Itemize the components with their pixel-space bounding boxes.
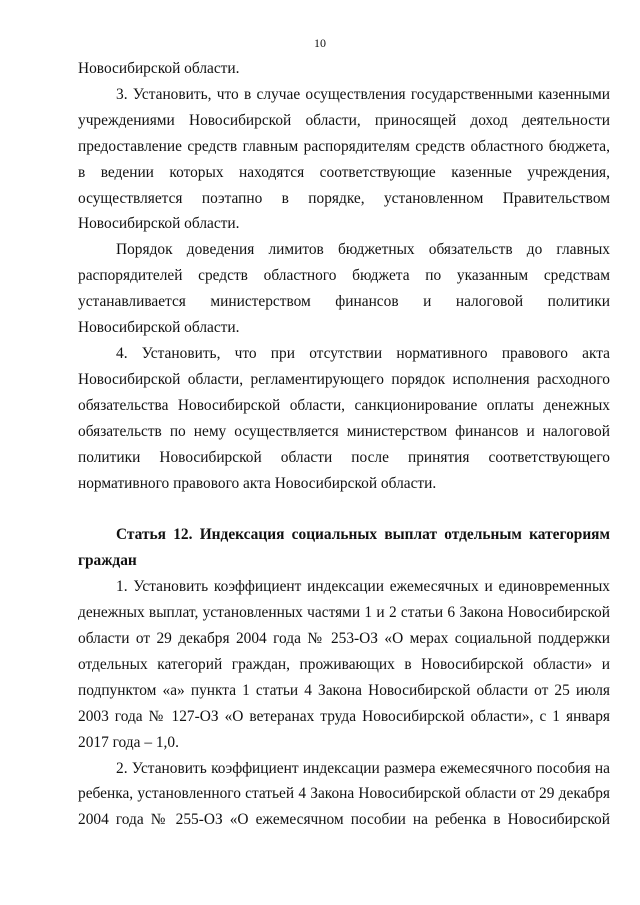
paragraph-article-12-item-2: 2. Установить коэффициент индексации размера ежемесячного пособия на ребенка, установленного статьей 4 Закона Новосибирской области от 29 декабря 2004 года № 255-ОЗ «О ежемесячном пособии на ребенка в Новосибирской	[78, 759, 610, 829]
paragraph-continuation: Новосибирской области.	[78, 60, 240, 77]
paragraph-item-3: 3. Установить, что в случае осуществления государственными казенными учреждениями Новосибирской области, приносящей доход деятельности предоставление средств главным распорядителям средств областного бюджета, в ведении которых находятся соответствующие казенные учреждения, осуществляется поэтапно в порядке, установленном Правительством Новосибирской области.	[78, 85, 610, 233]
paragraph-article-12-item-1: 1. Установить коэффициент индексации ежемесячных и единовременных денежных выплат, установленных частями 1 и 2 статьи 6 Закона Новосибирской области от 29 декабря 2004 года № 253-ОЗ «О мерах социальной поддержки отдельных категорий граждан, проживающих в Новосибирской области» и подпунктом «а» пункта 1 статьи 4 Закона Новосибирской области от 25 июля 2003 года № 127-ОЗ «О ветеранах труда Новосибирской области», с 1 января 2017 года – 1,0.	[78, 578, 610, 751]
page-number: 10	[314, 36, 326, 50]
paragraph-item-4: 4. Установить, что при отсутствии нормативного правового акта Новосибирской области, регламентирующего порядок исполнения расходного обязательства Новосибирской области, санкционирование оплаты денежных обязательств по нему осуществляется министерством финансов и налоговой политики Новосибирской области после принятия соответствующего нормативного правового акта Новосибирской области.	[78, 344, 610, 492]
article-12-heading: Статья 12. Индексация социальных выплат отдельным категориям граждан	[78, 526, 610, 570]
document-body	[78, 56, 610, 833]
paragraph-limits-order: Порядок доведения лимитов бюджетных обязательств до главных распорядителей средств областного бюджета по указанным средствам устанавливается министерством финансов и налоговой политики Новосибирской области.	[78, 241, 610, 337]
